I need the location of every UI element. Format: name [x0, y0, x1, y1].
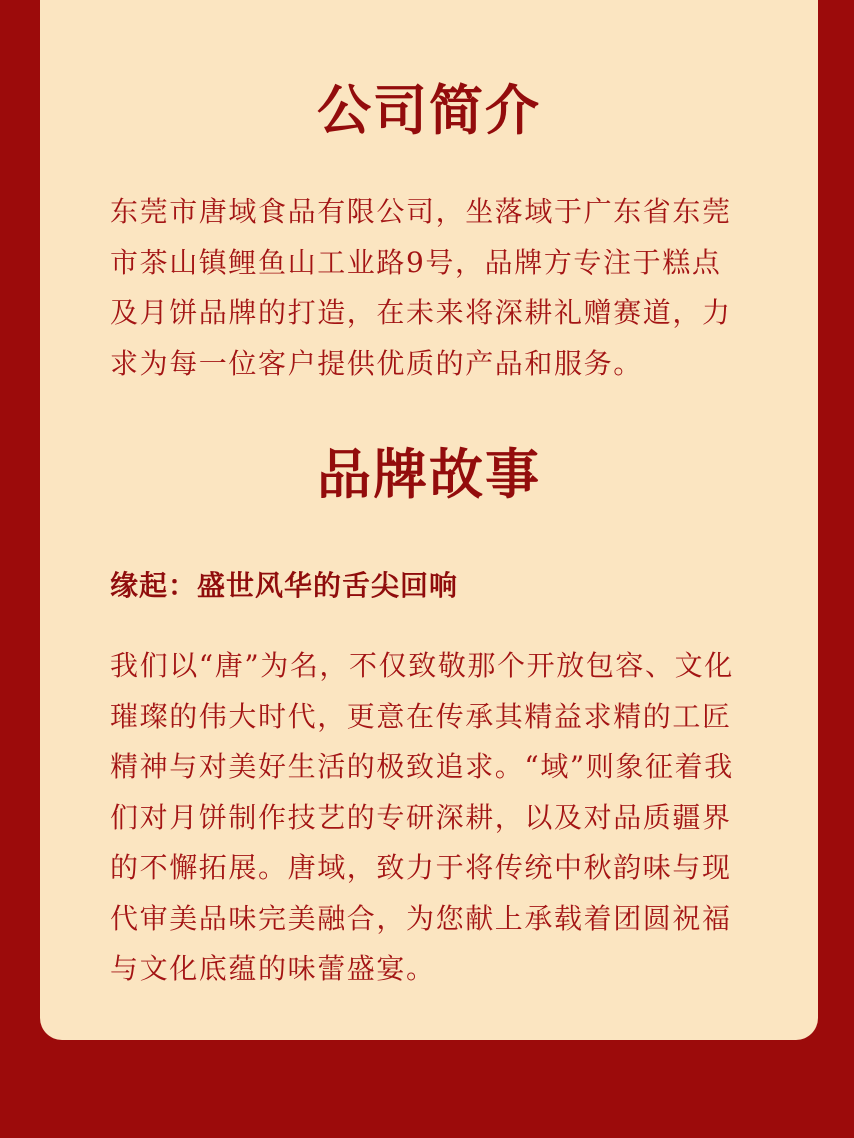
brand-story-subheading: 缘起：盛世风华的舌尖回响: [110, 569, 459, 602]
brand-story-paragraph: 我们以“唐”为名，不仅致敬那个开放包容、文化璀璨的伟大时代，更意在传承其精益求精的工匠精神与对美好生活的极致追求。“域”则象征着我们对月饼制作技艺的专研深耕，以及对品质疆界的不懈拓展。唐域，致力于将传统中秋韵味与现代审美品味完美融合，为您献上承载着团圆祝福与文化底蕴的味蕾盛宴。: [110, 649, 734, 985]
company-intro-title: 公司简介: [317, 78, 541, 142]
company-intro-paragraph: 东莞市唐域食品有限公司，坐落域于广东省东莞市茶山镇鲤鱼山工业路9号，品牌方专注于糕点及月饼品牌的打造，在未来将深耕礼赠赛道，力求为每一位客户提供优质的产品和服务。: [110, 195, 732, 380]
brand-story-title: 品牌故事: [317, 442, 541, 506]
content-card: [40, 0, 818, 1040]
